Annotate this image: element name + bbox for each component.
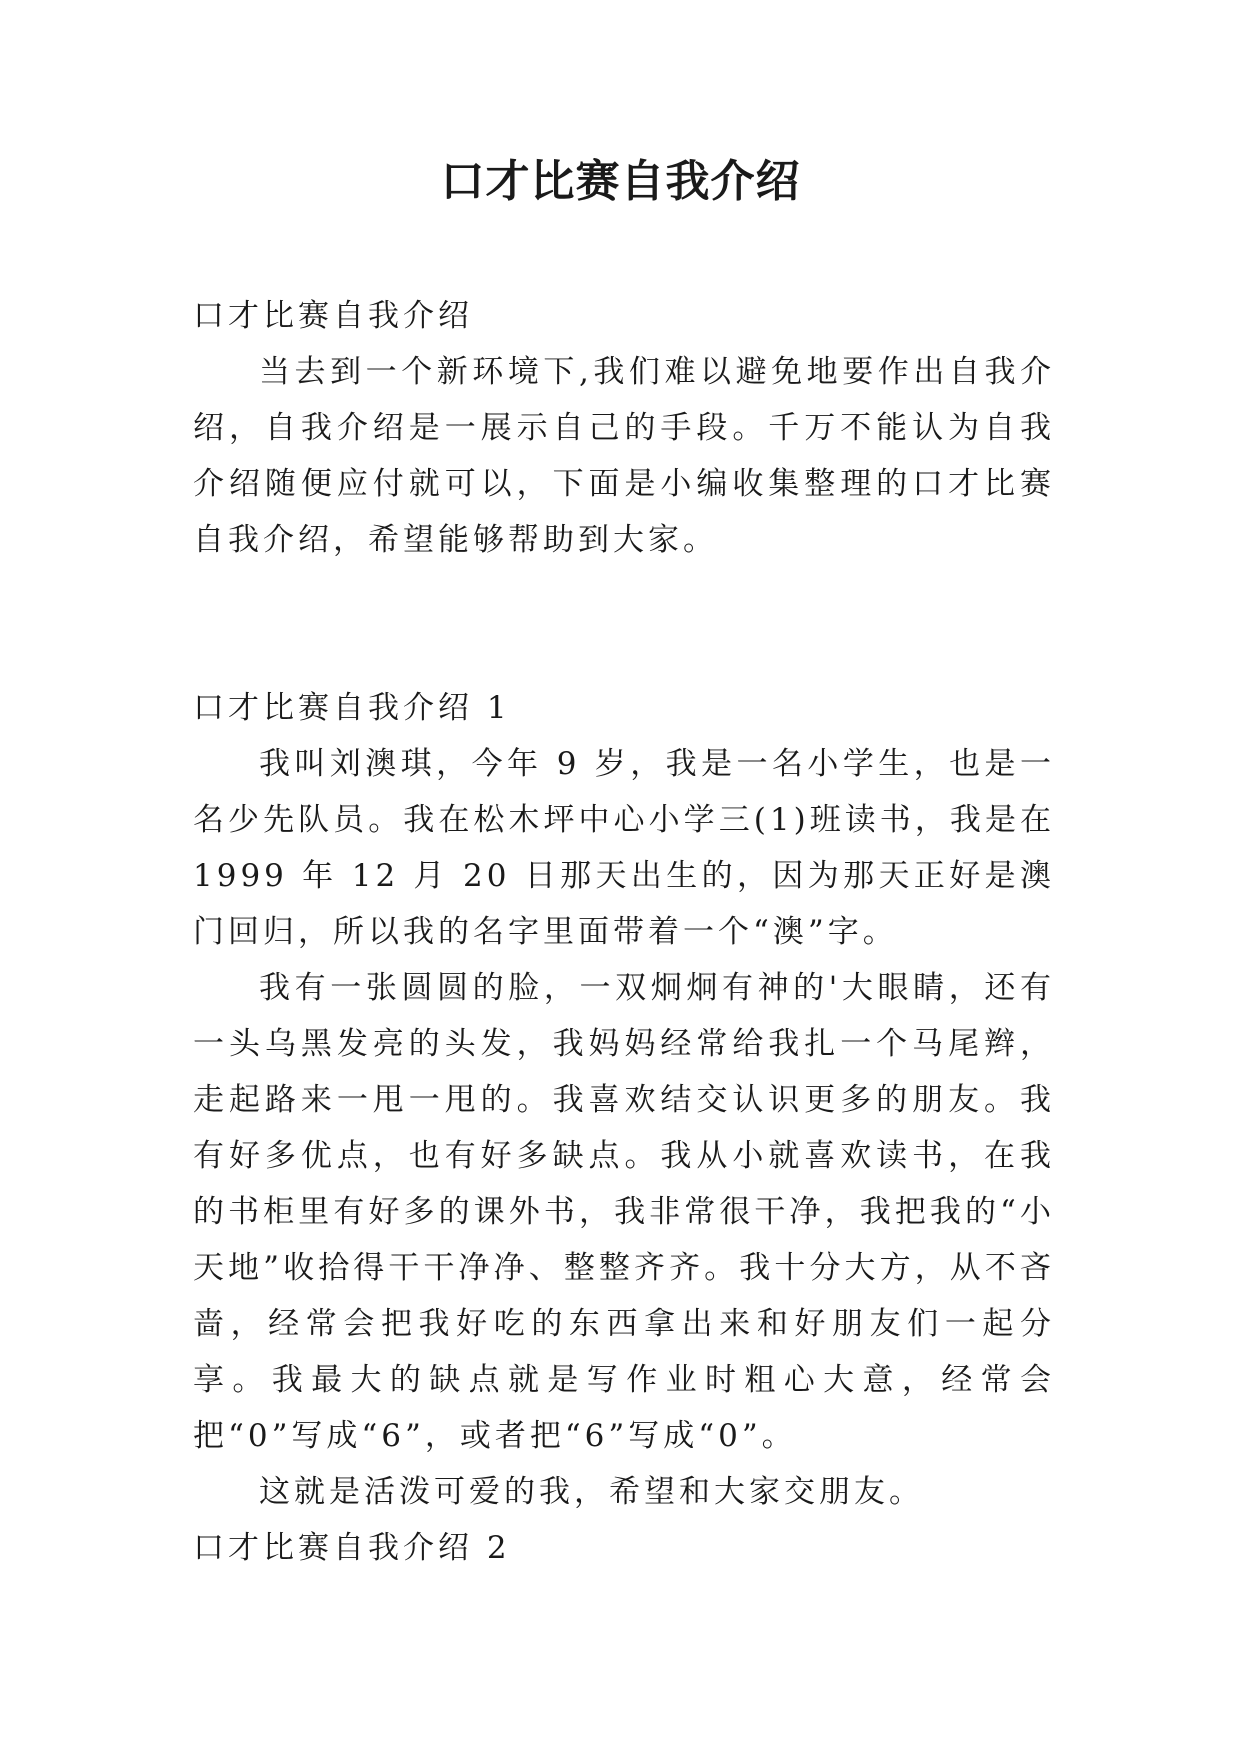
intro-paragraph: 当去到一个新环境下,我们难以避免地要作出自我介绍，自我介绍是一展示自己的手段。千万不能认为自我介绍随便应付就可以，下面是小编收集整理的口才比赛自我介绍，希望能够帮助到大家。 — [193, 354, 1055, 558]
section-spacer — [193, 568, 1055, 680]
section-1-paragraph-1: 我叫刘澳琪，今年 9 岁，我是一名小学生，也是一名少先队员。我在松木坪中心小学三(1)班读书，我是在 1999 年 12 月 20 日那天出生的，因为那天正好是澳门回归，所以我的名字里面带着一个“澳”字。 — [193, 746, 1055, 950]
section-1-paragraph-3: 这就是活泼可爱的我，希望和大家交朋友。 — [259, 1474, 924, 1510]
section-1-heading: 口才比赛自我介绍 1 — [193, 690, 511, 726]
document-title: 口才比赛自我介绍 — [440, 156, 801, 207]
intro-heading: 口才比赛自我介绍 — [193, 298, 473, 334]
section-1-paragraph-2: 我有一张圆圆的脸，一双炯炯有神的'大眼睛，还有一头乌黑发亮的头发，我妈妈经常给我扎一个马尾辫，走起路来一甩一甩的。我喜欢结交认识更多的朋友。我有好多优点，也有好多缺点。我从小就喜欢读书，在我的书柜里有好多的课外书，我非常很干净，我把我的“小天地”收拾得干干净净、整整齐齐。我十分大方，从不吝啬，经常会把我好吃的东西拿出来和好朋友们一起分享。我最大的缺点就是写作业时粗心大意，经常会把“0”写成“6”，或者把“6”写成“0”。 — [193, 970, 1055, 1454]
document-body — [193, 288, 1055, 1576]
section-2-heading: 口才比赛自我介绍 2 — [193, 1530, 511, 1566]
